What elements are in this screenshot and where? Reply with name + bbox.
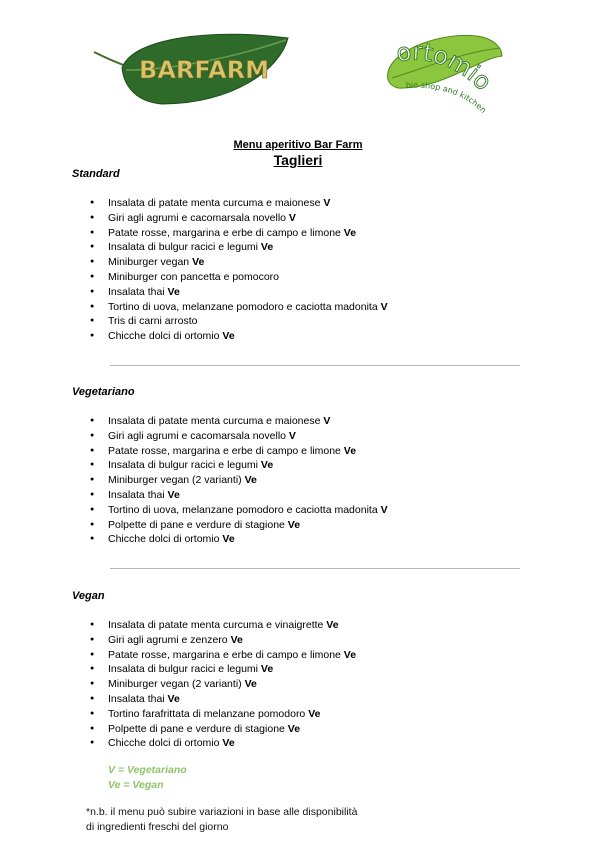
barfarm-leaf-stem bbox=[94, 52, 126, 66]
list-item: ● Miniburger vegan Ve bbox=[90, 255, 388, 270]
legend-vegan: Ve = Vegan bbox=[108, 779, 164, 791]
list-item: ● Insalata di bulgur racici e legumi Ve bbox=[90, 458, 388, 473]
barfarm-leaf-logo bbox=[92, 30, 292, 110]
list-item: ● Insalata thai Ve bbox=[90, 285, 388, 300]
availability-note bbox=[86, 805, 357, 835]
barfarm-logo-text: BARFARM bbox=[139, 56, 269, 84]
list-item: ● Giri agli agrumi e cacomarsala novello V bbox=[90, 211, 388, 226]
ortomio-logo-tagline: bio shop and kitchen bbox=[405, 80, 488, 115]
section-divider bbox=[110, 568, 520, 569]
menu-title: Menu aperitivo Bar Farm bbox=[233, 139, 363, 151]
list-item: ● Tortino farafrittata di melanzane pomodoro Ve bbox=[90, 707, 356, 722]
menu-subtitle: Taglieri bbox=[273, 152, 323, 168]
diet-legend bbox=[108, 763, 187, 793]
list-item: ● Chicche dolci di ortomio Ve bbox=[90, 329, 388, 344]
list-item: ● Miniburger vegan (2 varianti) Ve bbox=[90, 677, 356, 692]
standard-list bbox=[90, 196, 388, 344]
legend-vegetariano: V = Vegetariano bbox=[108, 764, 187, 776]
list-item: ● Giri agli agrumi e zenzero Ve bbox=[90, 633, 356, 648]
list-item: ● Insalata thai Ve bbox=[90, 692, 356, 707]
list-item: ● Insalata di bulgur racici e legumi Ve bbox=[90, 240, 388, 255]
list-item: ● Polpette di pane e verdure di stagione Ve bbox=[90, 518, 388, 533]
note-line-2: di ingredienti freschi del giorno bbox=[86, 821, 229, 833]
list-item: ● Miniburger vegan (2 varianti) Ve bbox=[90, 473, 388, 488]
list-item: ● Patate rosse, margarina e erbe di campo e limone Ve bbox=[90, 444, 388, 459]
list-item: ● Insalata di patate menta curcuma e vinaigrette Ve bbox=[90, 618, 356, 633]
vegan-list bbox=[90, 618, 356, 751]
list-item: ● Insalata di patate menta curcuma e maionese V bbox=[90, 414, 388, 429]
list-item: ● Miniburger con pancetta e pomocoro bbox=[90, 270, 388, 285]
list-item: ● Insalata thai Ve bbox=[90, 488, 388, 503]
note-line-1: *n.b. il menu può subire variazioni in base alle disponibilità bbox=[86, 806, 358, 818]
menu-header bbox=[0, 139, 596, 168]
section-title-vegan: Vegan bbox=[72, 590, 105, 602]
list-item: ● Chicche dolci di ortomio Ve bbox=[90, 736, 356, 751]
ortomio-leaf-logo bbox=[384, 28, 506, 122]
list-item: ● Giri agli agrumi e cacomarsala novello V bbox=[90, 429, 388, 444]
list-item: ● Insalata di patate menta curcuma e maionese V bbox=[90, 196, 388, 211]
list-item: ● Tortino di uova, melanzane pomodoro e caciotta madonita V bbox=[90, 300, 388, 315]
list-item: ● Patate rosse, margarina e erbe di campo e limone Ve bbox=[90, 648, 356, 663]
ortomio-logo-name: ortomio bbox=[394, 37, 498, 97]
list-item: ● Tortino di uova, melanzane pomodoro e caciotta madonita V bbox=[90, 503, 388, 518]
section-title-vegetariano: Vegetariano bbox=[72, 386, 135, 398]
list-item: ● Chicche dolci di ortomio Ve bbox=[90, 532, 388, 547]
section-title-standard: Standard bbox=[72, 168, 120, 180]
list-item: ● Patate rosse, margarina e erbe di campo e limone Ve bbox=[90, 226, 388, 241]
section-divider bbox=[110, 365, 520, 366]
list-item: ● Polpette di pane e verdure di stagione Ve bbox=[90, 722, 356, 737]
list-item: ● Tris di carni arrosto bbox=[90, 314, 388, 329]
vegetariano-list bbox=[90, 414, 388, 547]
list-item: ● Insalata di bulgur racici e legumi Ve bbox=[90, 662, 356, 677]
